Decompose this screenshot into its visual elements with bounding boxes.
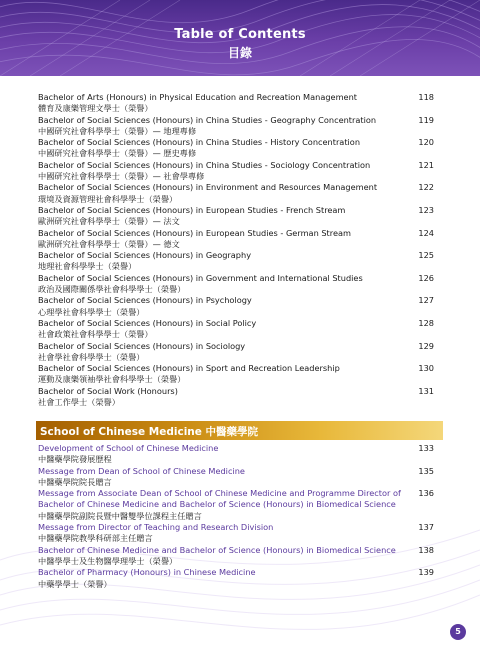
toc-entry-page: 119 <box>418 114 434 125</box>
toc-entry-title-chinese: 體育及康樂管理文學士（榮譽） <box>38 103 153 114</box>
toc-entry-page: 138 <box>418 544 434 555</box>
toc-entry-title-chinese: 社會工作學士（榮譽） <box>38 397 120 408</box>
toc-entry[interactable] <box>38 295 434 318</box>
toc-entry-page: 128 <box>418 317 434 328</box>
toc-entry-title-chinese: 心理學社會科學學士（榮譽） <box>38 306 145 317</box>
toc-entry-page: 129 <box>418 340 434 351</box>
toc-entry-title: Bachelor of Social Sciences (Honours) in Sport and Recreation Leadership <box>38 363 340 374</box>
toc-entry-title-chinese: 中國研究社會科學學士（榮譽）— 地理專修 <box>38 125 197 136</box>
toc-entry-title: Message from Director of Teaching and Research Division <box>38 522 274 533</box>
toc-entry[interactable] <box>38 182 434 205</box>
toc-entry[interactable] <box>38 137 434 160</box>
toc-entry-page: 120 <box>418 137 434 148</box>
toc-entry-title-chinese: 中醫藥學院副院長暨中醫雙學位課程主任贈言 <box>38 510 202 521</box>
toc-entry[interactable] <box>38 567 434 590</box>
toc-entry-page: 135 <box>418 465 434 476</box>
toc-entry-title: Bachelor of Social Sciences (Honours) in China Studies - Sociology Concentration <box>38 159 371 170</box>
toc-entry[interactable] <box>38 488 434 522</box>
toc-entry-page: 126 <box>418 272 434 283</box>
toc-entry-title: Bachelor of Social Sciences (Honours) in Sociology <box>38 340 246 351</box>
toc-entry[interactable] <box>38 363 434 386</box>
toc-entry[interactable] <box>38 160 434 183</box>
toc-entry[interactable] <box>38 545 434 568</box>
toc-entry-title-chinese: 中醫學學士及生物醫學理學士（榮譽） <box>38 555 178 566</box>
toc-entry-title: Bachelor of Social Sciences (Honours) in Psychology <box>38 295 252 306</box>
toc-entry-title-chinese: 政治及國際關係學社會科學學士（榮譽） <box>38 284 186 295</box>
toc-list-top <box>38 92 434 408</box>
toc-entry-title: Bachelor of Social Sciences (Honours) in European Studies - French Stream <box>38 204 346 215</box>
toc-entry-title-chinese: 中醫藥學院發展歷程 <box>38 454 112 465</box>
page-header <box>0 0 480 76</box>
toc-entry-title: Bachelor of Social Sciences (Honours) in European Studies - German Stream <box>38 227 351 238</box>
toc-entry[interactable] <box>38 522 434 545</box>
toc-entry-title: Bachelor of Social Sciences (Honours) in China Studies - History Concentration <box>38 137 361 148</box>
toc-entry-title: Message from Associate Dean of School of Chinese Medicine and Programme Director of <box>38 488 401 499</box>
toc-entry-title-chinese: 社會學社會科學學士（榮譽） <box>38 351 145 362</box>
toc-entry-title-chinese: 中國研究社會科學學士（榮譽）— 社會學專修 <box>38 171 205 182</box>
toc-entry[interactable] <box>38 228 434 251</box>
toc-entry[interactable] <box>38 386 434 409</box>
toc-entry-title-chinese: 中醫藥學院教學科研部主任贈言 <box>38 533 153 544</box>
toc-entry-page: 136 <box>418 488 434 499</box>
toc-entry-page: 122 <box>418 182 434 193</box>
toc-entry-title: Development of School of Chinese Medicine <box>38 443 219 453</box>
toc-entry-page: 127 <box>418 295 434 306</box>
toc-entry-title-chinese: 環境及資源管理社會科學學士（榮譽） <box>38 193 178 204</box>
toc-entry-title: Bachelor of Social Work (Honours) <box>38 385 178 396</box>
toc-entry-title-chinese: 中醫藥學院院長贈言 <box>38 476 112 487</box>
toc-entry-title-cont: Bachelor of Chinese Medicine and Bachelor of Science (Honours) in Biomedical Science <box>38 499 396 510</box>
toc-entry-title: Bachelor of Social Sciences (Honours) in China Studies - Geography Concentration <box>38 114 377 125</box>
toc-entry-title-chinese: 社會政策社會科學學士（榮譽） <box>38 329 153 340</box>
toc-entry-title-chinese: 中國研究社會科學學士（榮譽）— 歷史專修 <box>38 148 197 159</box>
toc-entry-title-chinese: 運動及康樂領袖學社會科學學士（榮譽） <box>38 374 186 385</box>
toc-entry-page: 133 <box>418 443 434 453</box>
toc-entry[interactable] <box>38 273 434 296</box>
page-number-badge: 5 <box>450 624 466 640</box>
toc-entry[interactable] <box>38 466 434 489</box>
toc-entry-title: Bachelor of Social Sciences (Honours) in Social Policy <box>38 317 257 328</box>
toc-entry-title: Message from Dean of School of Chinese Medicine <box>38 465 245 476</box>
section-header-chinese-medicine <box>36 421 443 440</box>
toc-entry-page: 137 <box>418 522 434 533</box>
toc-entry-page: 121 <box>418 159 434 170</box>
page-title-chinese: 目錄 <box>227 46 252 60</box>
toc-entry-title: Bachelor of Social Sciences (Honours) in Environment and Resources Management <box>38 182 378 193</box>
section-title: School of Chinese Medicine 中醫藥學院 <box>40 426 259 438</box>
toc-entry-page: 131 <box>418 385 434 396</box>
toc-entry-page: 130 <box>418 363 434 374</box>
toc-entry-page: 125 <box>418 250 434 261</box>
toc-entry-page: 123 <box>418 204 434 215</box>
toc-entry[interactable] <box>38 205 434 228</box>
toc-entry-title-chinese: 歐洲研究社會科學學士（榮譽）— 德文 <box>38 238 180 249</box>
toc-entry-page: 139 <box>418 567 434 578</box>
toc-entry-page: 124 <box>418 227 434 238</box>
toc-entry-title-chinese: 歐洲研究社會科學學士（榮譽）— 法文 <box>38 216 180 227</box>
toc-entry-title: Bachelor of Chinese Medicine and Bachelor of Science (Honours) in Biomedical Science <box>38 544 396 555</box>
toc-entry-title: Bachelor of Pharmacy (Honours) in Chinese Medicine <box>38 567 256 578</box>
toc-entry[interactable] <box>38 318 434 341</box>
page-title: Table of Contents <box>174 27 306 42</box>
toc-list-section <box>38 443 434 590</box>
toc-entry[interactable] <box>38 92 434 115</box>
toc-entry[interactable] <box>38 341 434 364</box>
toc-entry-title: Bachelor of Social Sciences (Honours) in Government and International Studies <box>38 272 363 283</box>
toc-entry[interactable] <box>38 115 434 138</box>
toc-entry-title: Bachelor of Arts (Honours) in Physical Education and Recreation Management <box>38 92 357 102</box>
toc-entry-title: Bachelor of Social Sciences (Honours) in Geography <box>38 250 252 261</box>
toc-entry-title-chinese: 中藥學學士（榮譽） <box>38 578 112 589</box>
toc-entry[interactable] <box>38 443 434 466</box>
toc-entry-page: 118 <box>418 92 434 102</box>
toc-entry-title-chinese: 地理社會科學學士（榮譽） <box>38 261 137 272</box>
toc-entry[interactable] <box>38 250 434 273</box>
